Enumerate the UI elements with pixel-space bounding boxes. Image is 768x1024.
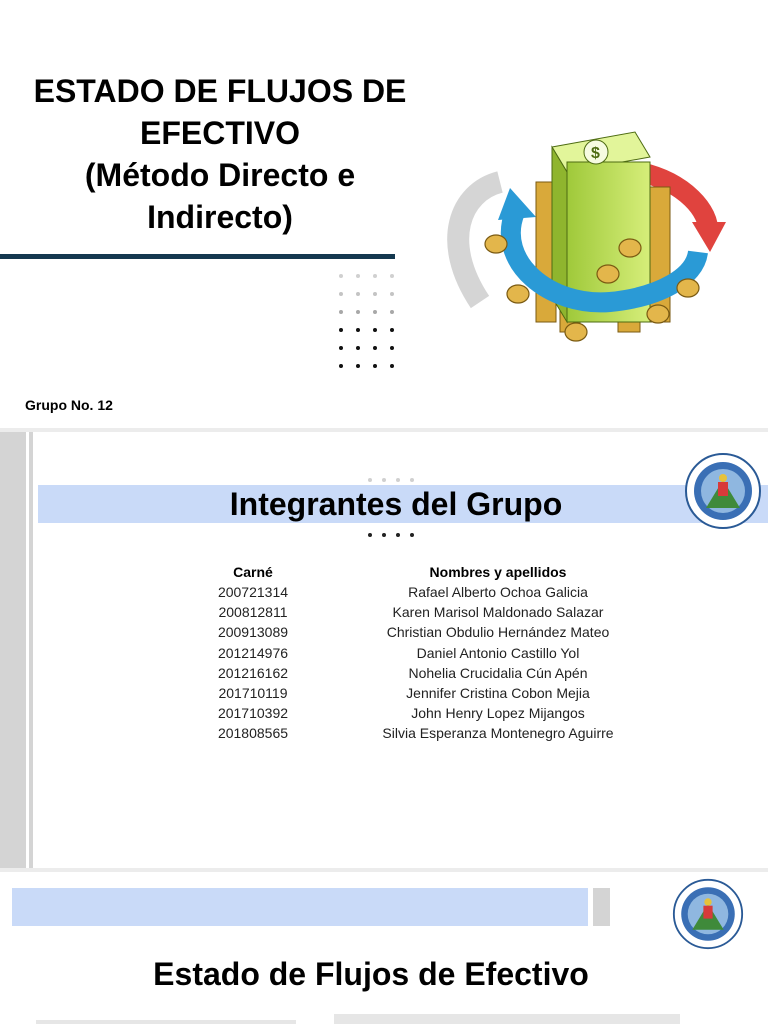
decorative-dot [390,328,394,332]
member-name: Nohelia Crucidalia Cún Apén [408,664,588,681]
member-name: Christian Obdulio Hernández Mateo [386,624,610,641]
member-carne: 200812811 [218,604,288,621]
member-name: John Henry Lopez Mijangos [411,705,585,722]
column-header-nombres: Nombres y apellidos [429,564,567,580]
member-name: Karen Marisol Maldonado Salazar [392,604,604,621]
decorative-dot [339,274,343,278]
table-row [197,622,687,642]
decorative-dot [373,274,377,278]
decorative-dot [339,346,343,350]
title-line: (Método Directo e [84,157,356,193]
decorative-dot [396,533,400,537]
decorative-dot [368,478,372,482]
member-carne: 201214976 [217,644,289,661]
table-row [197,663,687,683]
decorative-dot [339,328,343,332]
member-carne: 200913089 [217,624,289,641]
member-carne: 201216162 [217,664,289,681]
image-edge [334,1014,680,1024]
decorative-dot [410,533,414,537]
members-slide [0,432,768,868]
decorative-dot [339,310,343,314]
member-carne: 201808565 [217,725,289,742]
member-carne: 201710392 [217,705,289,722]
member-name: Daniel Antonio Castillo Yol [416,644,580,661]
cash-flow-slide [0,872,768,1024]
decorative-dot [373,292,377,296]
decorative-dot [390,292,394,296]
table-header-row [197,562,687,582]
table-row [197,703,687,723]
university-seal-icon [684,452,762,530]
table-row [197,683,687,703]
heading-band [12,888,588,926]
decorative-dot [382,533,386,537]
title-line: EFECTIVO [139,115,300,151]
decorative-dot [368,533,372,537]
section-heading: Estado de Flujos de Efectivo [153,956,589,992]
decorative-dot [356,310,360,314]
decorative-dot [356,328,360,332]
table-row [197,602,687,622]
money-stack-cycle-icon [440,92,740,352]
title-slide [0,0,768,428]
decorative-dot [390,310,394,314]
decorative-dot-grid [339,274,394,368]
member-carne: 200721314 [217,584,289,601]
decorative-dot [356,274,360,278]
title-underline-bar [0,254,395,259]
title-line: ESTADO DE FLUJOS DE [33,73,407,109]
group-number-label: Grupo No. 12 [25,397,113,413]
table-row [197,643,687,663]
decorative-dot [356,292,360,296]
slide-title [8,70,432,238]
decorative-dot [373,328,377,332]
decorative-dot [356,364,360,368]
heading-band-end [593,888,610,926]
decorative-dots-bottom [368,533,414,537]
member-name: Rafael Alberto Ochoa Galicia [408,584,588,601]
decorative-dot [339,292,343,296]
member-carne: 201710119 [218,685,288,702]
svg-text:$: $ [591,145,600,162]
decorative-dot [373,346,377,350]
column-header-carne: Carné [233,564,273,580]
members-table [197,562,687,744]
decorative-dot [390,364,394,368]
decorative-dot [339,364,343,368]
decorative-dots-top [368,478,414,482]
table-row [197,582,687,602]
decorative-dot [396,478,400,482]
title-line: Indirecto) [147,199,293,235]
image-edge [36,1020,296,1024]
decorative-dot [390,346,394,350]
decorative-dot [356,346,360,350]
member-name: Silvia Esperanza Montenegro Aguirre [382,725,614,742]
decorative-dot [373,310,377,314]
table-row [197,723,687,743]
section-heading: Integrantes del Grupo [229,486,563,522]
member-name: Jennifer Cristina Cobon Mejia [406,685,590,702]
decorative-dot [390,274,394,278]
university-seal-icon [672,878,744,950]
decorative-dot [410,478,414,482]
decorative-dot [373,364,377,368]
decorative-dot [382,478,386,482]
